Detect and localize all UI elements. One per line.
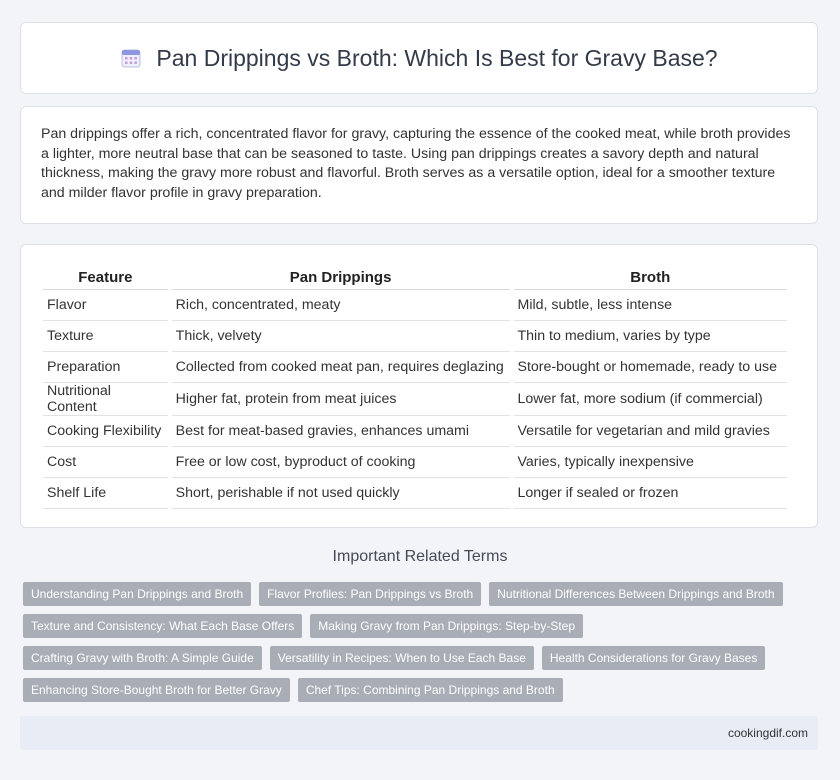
header-inner [120, 45, 717, 72]
calendar-icon [120, 47, 142, 69]
table-cell: Lower fat, more sodium (if commercial) [514, 383, 788, 416]
table-cell: Short, perishable if not used quickly [172, 478, 510, 509]
table-row [43, 290, 787, 321]
table-cell: Varies, typically inexpensive [514, 447, 788, 478]
related-term-tag[interactable]: Chef Tips: Combining Pan Drippings and Broth [298, 678, 563, 702]
intro-card [20, 106, 818, 224]
table-row [43, 478, 787, 509]
table-cell: Texture [43, 321, 168, 352]
table-cell: Thin to medium, varies by type [514, 321, 788, 352]
table-cell: Shelf Life [43, 478, 168, 509]
column-header: Feature [43, 268, 168, 290]
table-cell: Best for meat-based gravies, enhances umami [172, 416, 510, 447]
table-row [43, 416, 787, 447]
table-cell: Versatile for vegetarian and mild gravies [514, 416, 788, 447]
table-row [43, 352, 787, 383]
related-term-tag[interactable]: Texture and Consistency: What Each Base Offers [23, 614, 302, 638]
table-body [43, 290, 787, 509]
table-cell: Store-bought or homemade, ready to use [514, 352, 788, 383]
table-cell: Nutritional Content [43, 383, 168, 416]
related-terms-title: Important Related Terms [332, 548, 508, 565]
table-row [43, 447, 787, 478]
table-header-row [43, 268, 787, 290]
table-cell: Mild, subtle, less intense [514, 290, 788, 321]
page-title: Pan Drippings vs Broth: Which Is Best for Gravy Base? [156, 44, 718, 71]
comparison-table [39, 268, 791, 509]
table-cell: Rich, concentrated, meaty [172, 290, 510, 321]
related-term-tag[interactable]: Enhancing Store-Bought Broth for Better Gravy [23, 678, 290, 702]
related-term-tag[interactable]: Understanding Pan Drippings and Broth [23, 582, 251, 606]
table-cell: Collected from cooked meat pan, requires deglazing [172, 352, 510, 383]
related-term-tag[interactable]: Crafting Gravy with Broth: A Simple Guide [23, 646, 262, 670]
table-cell: Cooking Flexibility [43, 416, 168, 447]
footer [20, 716, 818, 750]
table-cell: Thick, velvety [172, 321, 510, 352]
table-cell: Higher fat, protein from meat juices [172, 383, 510, 416]
comparison-table-card [20, 244, 818, 528]
table-row [43, 321, 787, 352]
table-cell: Preparation [43, 352, 168, 383]
table-row [43, 383, 787, 416]
related-term-tag[interactable]: Nutritional Differences Between Drippings and Broth [489, 582, 782, 606]
intro-text: Pan drippings offer a rich, concentrated flavor for gravy, capturing the essence of the cooked meat, while broth provides a lighter, more neutral base that can be seasoned to taste. Using pan drippings creates a savory depth and natural thickness, making the gravy more robust and flavorful. Broth serves as a versatile option, ideal for a smoother texture and milder flavor profile in gravy preparation. [41, 126, 791, 201]
table-cell: Cost [43, 447, 168, 478]
footer-site-link[interactable]: cookingdif.com [727, 726, 808, 740]
table-cell: Longer if sealed or frozen [514, 478, 788, 509]
table-cell: Flavor [43, 290, 168, 321]
column-header: Pan Drippings [172, 268, 510, 290]
header-card [20, 22, 818, 94]
related-term-tag[interactable]: Flavor Profiles: Pan Drippings vs Broth [259, 582, 481, 606]
table-cell: Free or low cost, byproduct of cooking [172, 447, 510, 478]
related-terms-list [23, 582, 823, 702]
related-term-tag[interactable]: Versatility in Recipes: When to Use Each Base [270, 646, 534, 670]
related-term-tag[interactable]: Health Considerations for Gravy Bases [542, 646, 765, 670]
related-term-tag[interactable]: Making Gravy from Pan Drippings: Step-by-Step [310, 614, 583, 638]
column-header: Broth [514, 268, 788, 290]
